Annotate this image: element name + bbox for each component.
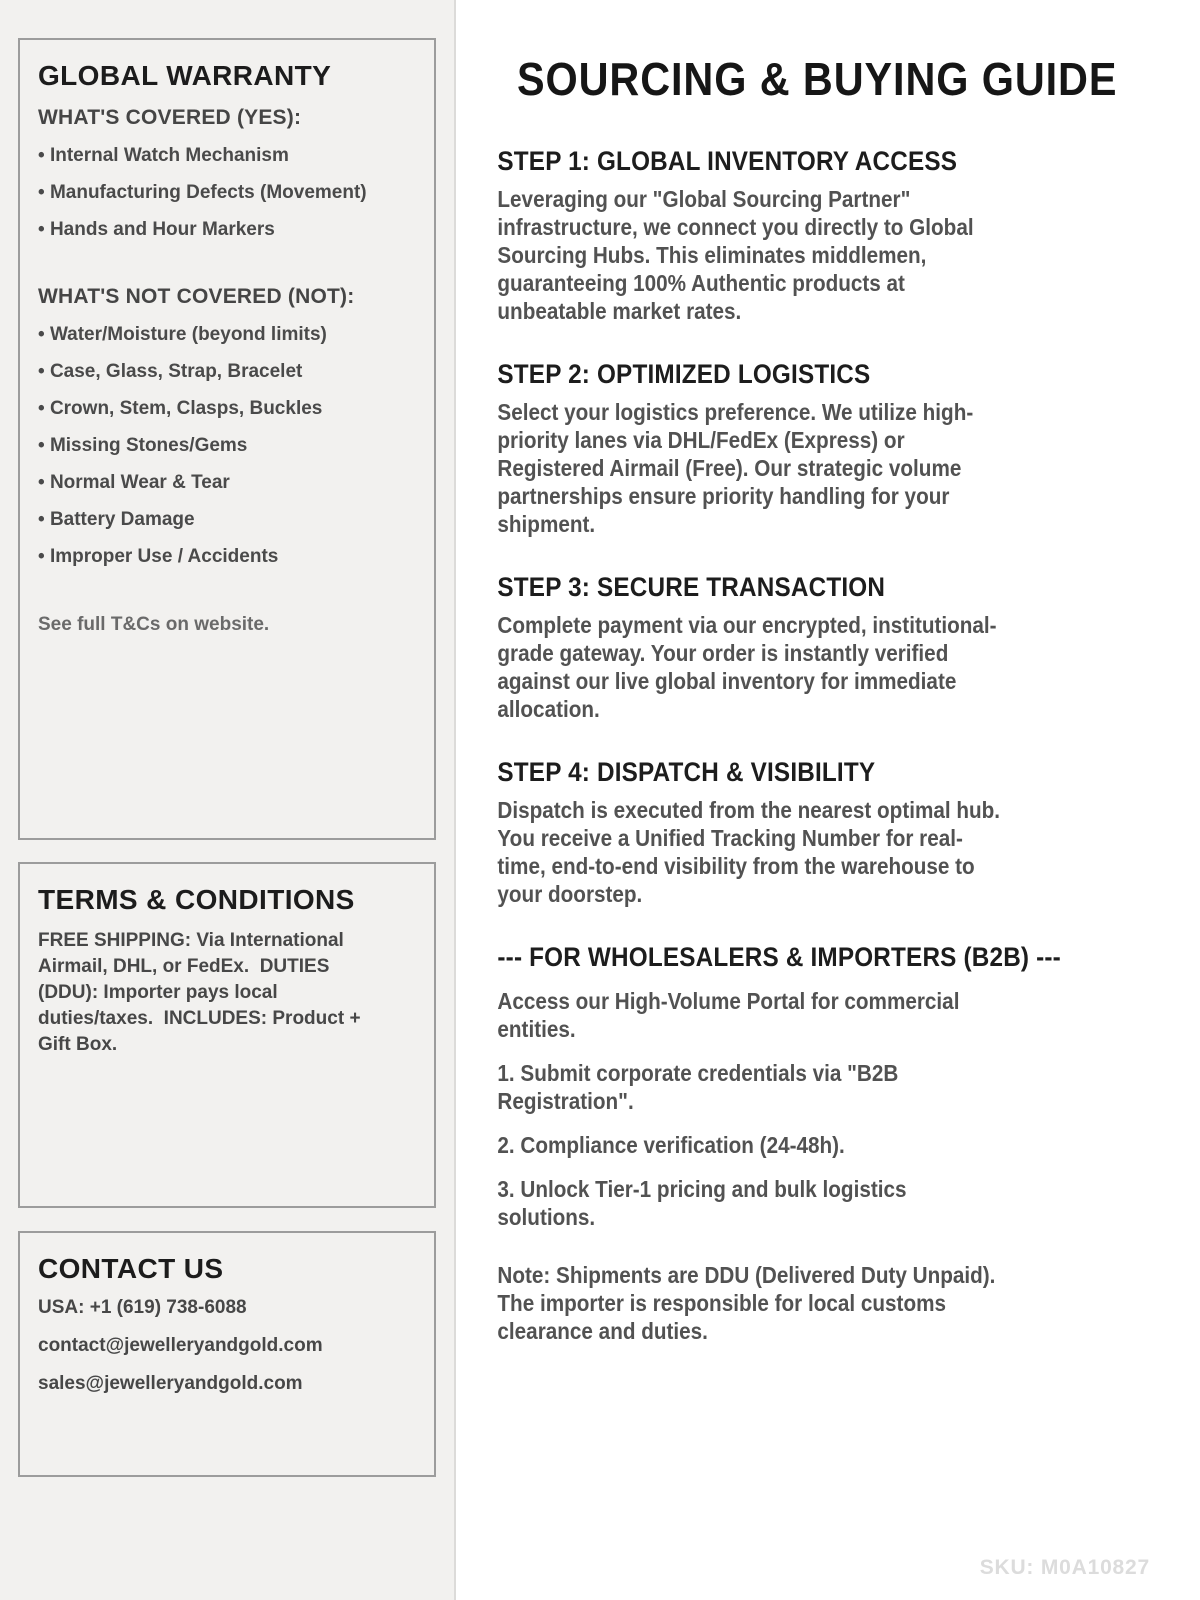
list-item: • Water/Moisture (beyond limits) — [38, 324, 416, 346]
terms-title: TERMS & CONDITIONS — [38, 884, 355, 915]
guide-content — [456, 0, 1200, 1345]
warranty-title: GLOBAL WARRANTY — [38, 60, 332, 91]
contact-title: CONTACT US — [38, 1253, 224, 1284]
step4-heading: STEP 4: DISPATCH & VISIBILITY — [497, 757, 876, 787]
list-item: • Crown, Stem, Clasps, Buckles — [38, 398, 416, 420]
contact-box — [18, 1231, 436, 1477]
not-covered-subtitle: WHAT'S NOT COVERED (NOT): — [38, 285, 355, 308]
guide-main — [456, 0, 1200, 1600]
contact-phone: USA: +1 (619) 738-6088 — [38, 1297, 247, 1318]
b2b-heading: --- FOR WHOLESALERS & IMPORTERS (B2B) --- — [497, 942, 1061, 972]
covered-list — [38, 145, 416, 241]
b2b-item-3: 3. Unlock Tier-1 pricing and bulk logistics solutions. — [497, 1176, 907, 1230]
b2b-item-2: 2. Compliance verification (24-48h). — [497, 1132, 845, 1158]
page-title: SOURCING & BUYING GUIDE — [517, 53, 1118, 105]
b2b-intro: Access our High-Volume Portal for commercial entities. — [497, 988, 960, 1042]
list-item: • Internal Watch Mechanism — [38, 145, 416, 167]
step3-body: Complete payment via our encrypted, institutional-grade gateway. Your order is instantly verified against our live global inventory for immediate allocation. — [497, 612, 997, 722]
list-item: • Hands and Hour Markers — [38, 219, 416, 241]
terms-body: FREE SHIPPING: Via International Airmail, DHL, or FedEx. DUTIES (DDU): Importer pays local duties/taxes. INCLUDES: Product + Gift Box. — [38, 930, 366, 1055]
sales-email: sales@jewelleryandgold.com — [38, 1373, 303, 1394]
not-covered-list — [38, 324, 416, 568]
terms-box — [18, 862, 436, 1208]
list-item: • Battery Damage — [38, 509, 416, 531]
step4-body: Dispatch is executed from the nearest optimal hub. You receive a Unified Tracking Number for real-time, end-to-end visibility from the warehouse to your doorstep. — [497, 797, 1001, 907]
terms-footnote: See full T&Cs on website. — [38, 614, 270, 635]
step1-body: Leveraging our "Global Sourcing Partner" infrastructure, we connect you directly to Global Sourcing Hubs. This eliminates middlemen, guaranteeing 100% Authentic products at unbeatable market rates. — [497, 186, 974, 324]
list-item: • Normal Wear & Tear — [38, 472, 416, 494]
b2b-note: Note: Shipments are DDU (Delivered Duty Unpaid). The importer is responsible for local customs clearance and duties. — [497, 1262, 996, 1344]
list-item: • Manufacturing Defects (Movement) — [38, 182, 416, 204]
step1-heading: STEP 1: GLOBAL INVENTORY ACCESS — [497, 146, 958, 176]
covered-subtitle: WHAT'S COVERED (YES): — [38, 106, 302, 129]
list-item: • Case, Glass, Strap, Bracelet — [38, 361, 416, 383]
sku-watermark: SKU: M0A10827 — [979, 1556, 1150, 1579]
info-sidebar — [0, 0, 456, 1600]
step3-heading: STEP 3: SECURE TRANSACTION — [497, 572, 886, 602]
list-item: • Improper Use / Accidents — [38, 546, 416, 568]
step2-body: Select your logistics preference. We utilize high-priority lanes via DHL/FedEx (Express) or Registered Airmail (Free). Our strategic volume partnerships ensure priority handling for your shipment. — [497, 399, 974, 537]
step2-heading: STEP 2: OPTIMIZED LOGISTICS — [497, 359, 871, 389]
contact-email: contact@jewelleryandgold.com — [38, 1335, 323, 1356]
list-item: • Missing Stones/Gems — [38, 435, 416, 457]
warranty-box — [18, 38, 436, 840]
b2b-item-1: 1. Submit corporate credentials via "B2B Registration". — [497, 1060, 899, 1114]
